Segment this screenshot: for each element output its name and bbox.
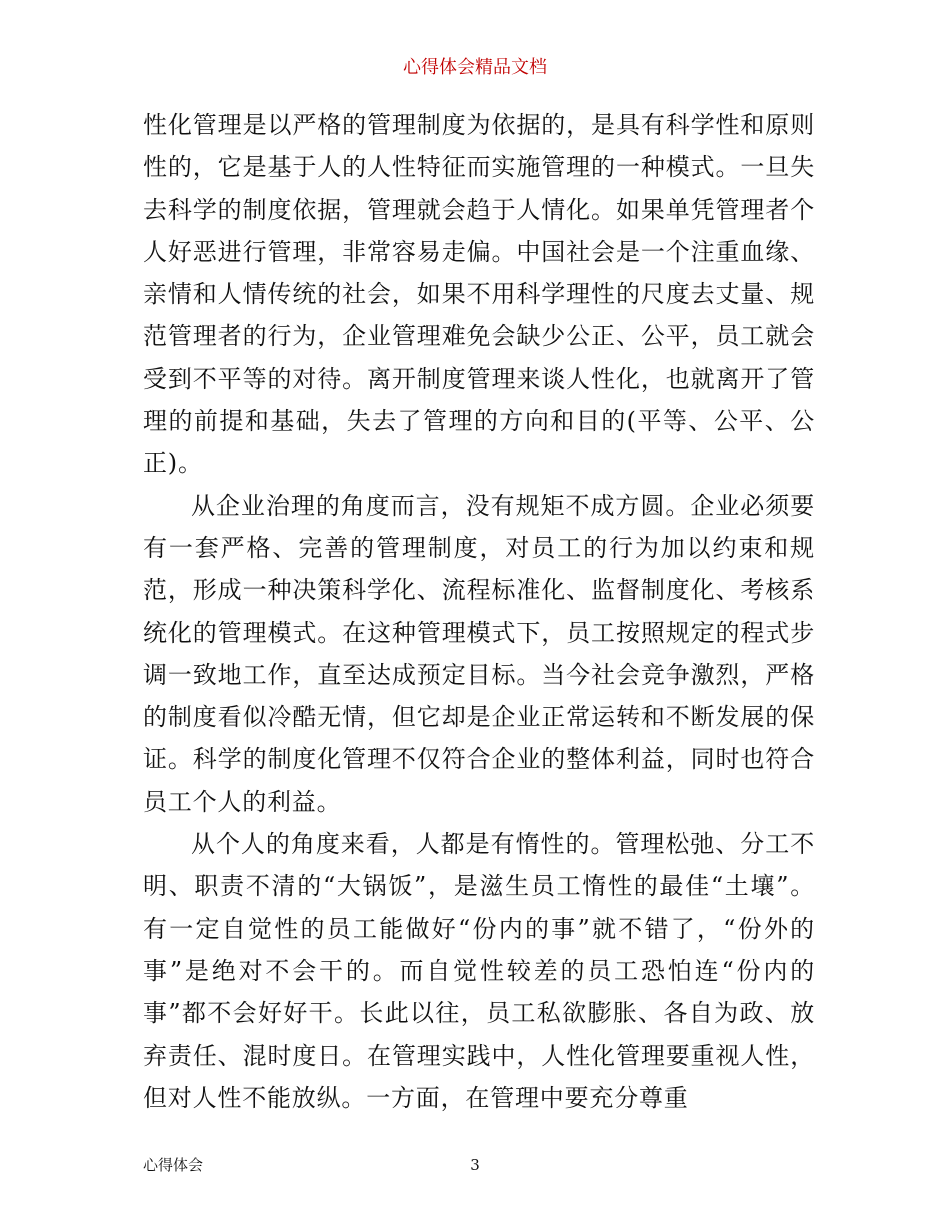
paragraph-1: 性化管理是以严格的管理制度为依据的，是具有科学性和原则性的，它是基于人的人性特征而实施管理的一种模式。一旦失去科学的制度依据，管理就会趋于人情化。如果单凭管理者个人好恶进行管理，非常容易走偏。中国社会是一个注重血缘、亲情和人情传统的社会，如果不用科学理性的尺度去丈量、规范管理者的行为，企业管理难免会缺少公正、公平，员工就会受到不平等的对待。离开制度管理来谈人性化，也就离开了管理的前提和基础，失去了管理的方向和目的(平等、公平、公正)。 bbox=[143, 111, 815, 478]
footer-page-number: 3 bbox=[470, 1156, 480, 1174]
document-body bbox=[143, 104, 815, 1119]
page-header-title: 心得体会精品文档 bbox=[403, 57, 547, 78]
paragraph-2: 从企业治理的角度而言，没有规矩不成方圆。企业必须要有一套严格、完善的管理制度，对员工的行为加以约束和规范，形成一种决策科学化、流程标准化、监督制度化、考核系统化的管理模式。在这种管理模式下，员工按照规定的程式步调一致地工作，直至达成预定目标。当今社会竞争激烈，严格的制度看似冷酷无情，但它却是企业正常运转和不断发展的保证。科学的制度化管理不仅符合企业的整体利益，同时也符合员工个人的利益。 bbox=[143, 491, 815, 816]
footer-label: 心得体会 bbox=[143, 1156, 204, 1174]
paragraph-3: 从个人的角度来看，人都是有惰性的。管理松弛、分工不明、职责不清的“大锅饭”，是滋生员工惰性的最佳“土壤”。有一定自觉性的员工能做好“份内的事”就不错了，“份外的事”是绝对不会干的。而自觉性较差的员工恐怕连“份内的事”都不会好好干。长此以往，员工私欲膨胀、各自为政、放弃责任、混时度日。在管理实践中，人性化管理要重视人性，但对人性不能放纵。一方面，在管理中要充分尊重 bbox=[143, 830, 815, 1112]
